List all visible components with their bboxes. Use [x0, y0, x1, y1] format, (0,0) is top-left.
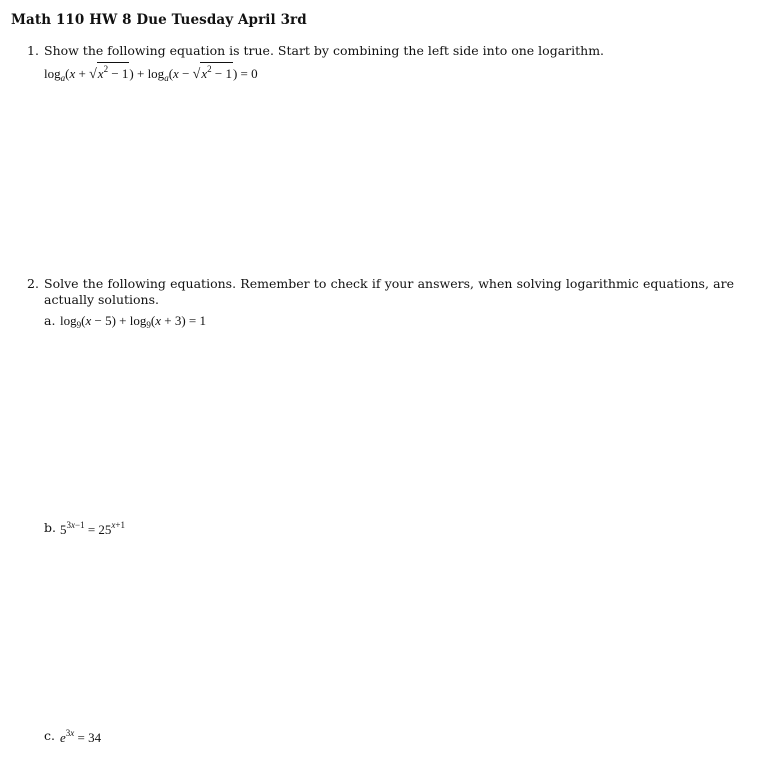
- part-c-label: c.: [44, 728, 55, 743]
- page-title: Math 110 HW 8 Due Tuesday April 3rd: [11, 12, 307, 28]
- question-1-text: Show the following equation is true. Start by combining the left side into one logarithm.: [44, 43, 605, 58]
- part-b-label: b.: [44, 520, 56, 535]
- question-2-number: 2.: [27, 276, 39, 291]
- question-2-text: Solve the following equations. Remember to check if your answers, when solving logarithmic equations, are actually solutions.: [44, 276, 734, 307]
- part-a-label: a.: [44, 313, 56, 328]
- part-b-equation: $5^{3x-1} = 25^{x+1}$: [60, 520, 125, 537]
- question-1-number: 1.: [27, 43, 39, 58]
- question-1-equation: $\log_a(x + √x^2 - 1) + \log_a(x - √x^2 - 1) = 0$: [44, 64, 258, 83]
- part-a-equation: $\log_9(x - 5) + \log_9(x + 3) = 1$: [60, 313, 206, 330]
- part-c-equation: $e^{3x} = 34$: [60, 728, 102, 745]
